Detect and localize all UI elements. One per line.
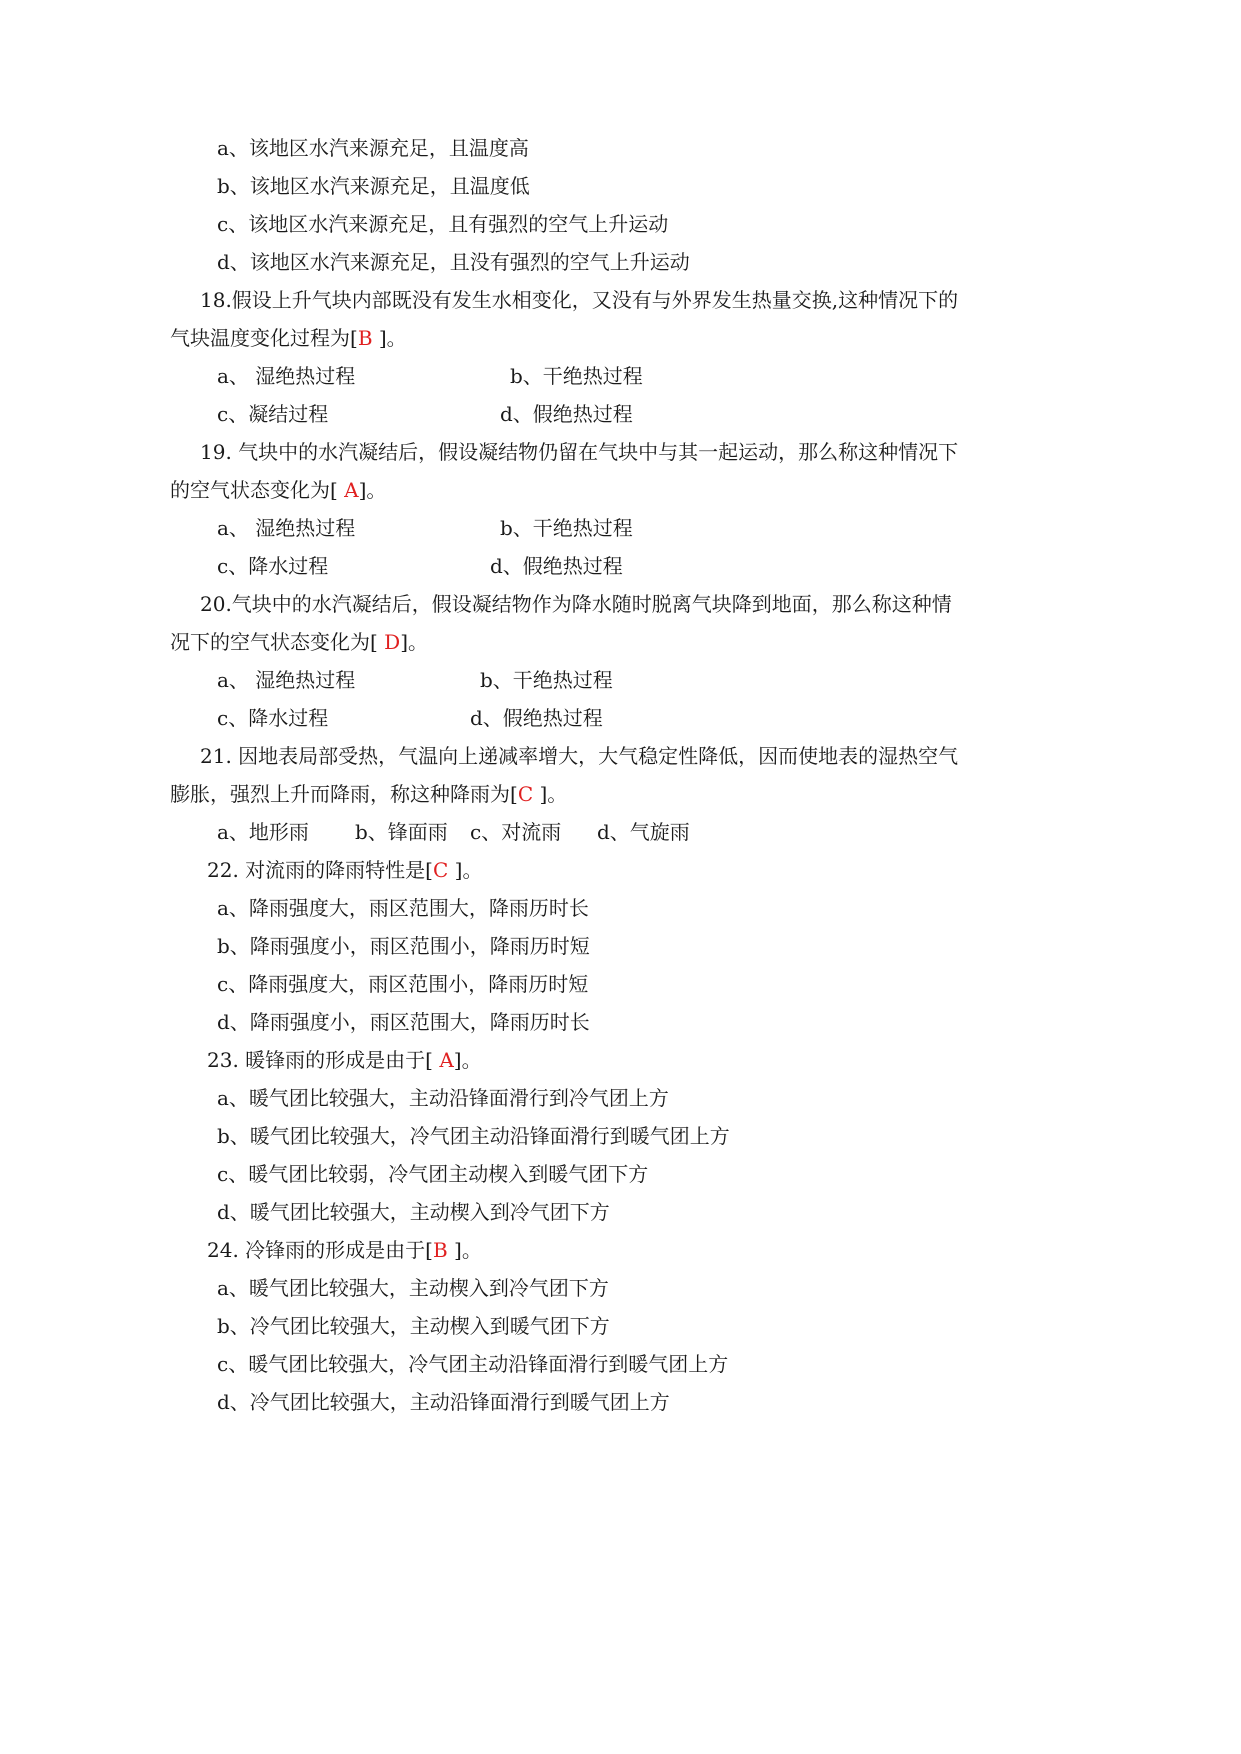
- q19-stem-line1: 19. 气块中的水汽凝结后，假设凝结物仍留在气块中与其一起运动，那么称这种情况下: [200, 440, 959, 464]
- q17-option-b: b、该地区水汽来源充足，且温度低: [217, 174, 530, 198]
- q22-option-d: d、降雨强度小，雨区范围大，降雨历时长: [217, 1010, 590, 1034]
- q22-stem: [207, 858, 482, 882]
- q24-stem-text: 24. 冷锋雨的形成是由于[: [207, 1238, 433, 1262]
- q18-option-b: b、干绝热过程: [510, 364, 643, 388]
- q23-stem: [207, 1048, 482, 1072]
- q21-option-c: c、对流雨: [470, 820, 562, 844]
- q21-option-d: d、气旋雨: [597, 820, 690, 844]
- q21-answer: C: [517, 782, 540, 806]
- q20-option-c: c、降水过程: [217, 706, 329, 730]
- q23-option-a: a、暖气团比较强大，主动沿锋面滑行到冷气团上方: [217, 1086, 669, 1110]
- q23-answer: A: [432, 1048, 454, 1072]
- q20-stem-line2: [170, 630, 428, 654]
- q21-option-a: a、地形雨: [217, 820, 309, 844]
- q18-stem-line1: 18.假设上升气块内部既没有发生水相变化，又没有与外界发生热量交换,这种情况下的: [200, 288, 959, 312]
- q17-option-c: c、该地区水汽来源充足，且有强烈的空气上升运动: [217, 212, 669, 236]
- q21-stem-end: ]。: [539, 782, 568, 806]
- q20-stem-end: ]。: [400, 630, 429, 654]
- q19-option-d: d、假绝热过程: [490, 554, 623, 578]
- q22-stem-text: 22. 对流雨的降雨特性是[: [207, 858, 433, 882]
- q23-option-b: b、暖气团比较强大，冷气团主动沿锋面滑行到暖气团上方: [217, 1124, 730, 1148]
- q18-option-c: c、凝结过程: [217, 402, 329, 426]
- q21-option-b: b、锋面雨: [355, 820, 448, 844]
- q20-stem-line1: 20.气块中的水汽凝结后，假设凝结物作为降水随时脱离气块降到地面，那么称这种情: [200, 592, 952, 616]
- q19-stem-end: ]。: [358, 478, 387, 502]
- q21-stem-line1: 21. 因地表局部受热，气温向上递减率增大，大气稳定性降低，因而使地表的湿热空气: [200, 744, 959, 768]
- q19-option-a: a、 湿绝热过程: [217, 516, 356, 540]
- q23-option-d: d、暖气团比较强大，主动楔入到冷气团下方: [217, 1200, 610, 1224]
- q24-stem-end: ]。: [454, 1238, 482, 1262]
- q22-option-b: b、降雨强度小，雨区范围小，降雨历时短: [217, 934, 590, 958]
- q23-option-c: c、暖气团比较弱，冷气团主动楔入到暖气团下方: [217, 1162, 649, 1186]
- q24-option-a: a、暖气团比较强大，主动楔入到冷气团下方: [217, 1276, 609, 1300]
- q23-stem-text: 23. 暖锋雨的形成是由于[: [207, 1048, 433, 1072]
- q17-option-d: d、该地区水汽来源充足，且没有强烈的空气上升运动: [217, 250, 690, 274]
- q20-option-a: a、 湿绝热过程: [217, 668, 356, 692]
- q22-option-c: c、降雨强度大，雨区范围小，降雨历时短: [217, 972, 589, 996]
- q22-stem-end: ]。: [454, 858, 483, 882]
- q18-answer: B: [357, 326, 379, 350]
- q23-stem-end: ]。: [453, 1048, 482, 1072]
- q18-option-a: a、 湿绝热过程: [217, 364, 356, 388]
- q24-option-b: b、冷气团比较强大，主动楔入到暖气团下方: [217, 1314, 610, 1338]
- q21-stem-text: 膨胀，强烈上升而降雨，称这种降雨为[: [170, 782, 518, 806]
- q18-stem-line2: [170, 326, 407, 350]
- q20-option-b: b、干绝热过程: [480, 668, 613, 692]
- q18-stem-end: ]。: [378, 326, 407, 350]
- q24-option-d: d、冷气团比较强大，主动沿锋面滑行到暖气团上方: [217, 1390, 670, 1414]
- q18-option-d: d、假绝热过程: [500, 402, 633, 426]
- q20-answer: D: [377, 630, 401, 654]
- q17-option-a: a、该地区水汽来源充足，且温度高: [217, 136, 529, 160]
- q19-stem-line2: [170, 478, 386, 502]
- q22-answer: C: [432, 858, 455, 882]
- q21-stem-line2: [170, 782, 567, 806]
- q19-option-b: b、干绝热过程: [500, 516, 633, 540]
- q18-stem-text: 气块温度变化过程为[: [170, 326, 358, 350]
- q20-option-d: d、假绝热过程: [470, 706, 603, 730]
- q24-answer: B: [432, 1238, 455, 1262]
- q22-option-a: a、降雨强度大，雨区范围大，降雨历时长: [217, 896, 589, 920]
- q19-stem-text: 的空气状态变化为[: [170, 478, 338, 502]
- q24-option-c: c、暖气团比较强大，冷气团主动沿锋面滑行到暖气团上方: [217, 1352, 729, 1376]
- q19-option-c: c、降水过程: [217, 554, 329, 578]
- q19-answer: A: [337, 478, 359, 502]
- q20-stem-text: 况下的空气状态变化为[: [170, 630, 378, 654]
- q24-stem: [207, 1238, 482, 1262]
